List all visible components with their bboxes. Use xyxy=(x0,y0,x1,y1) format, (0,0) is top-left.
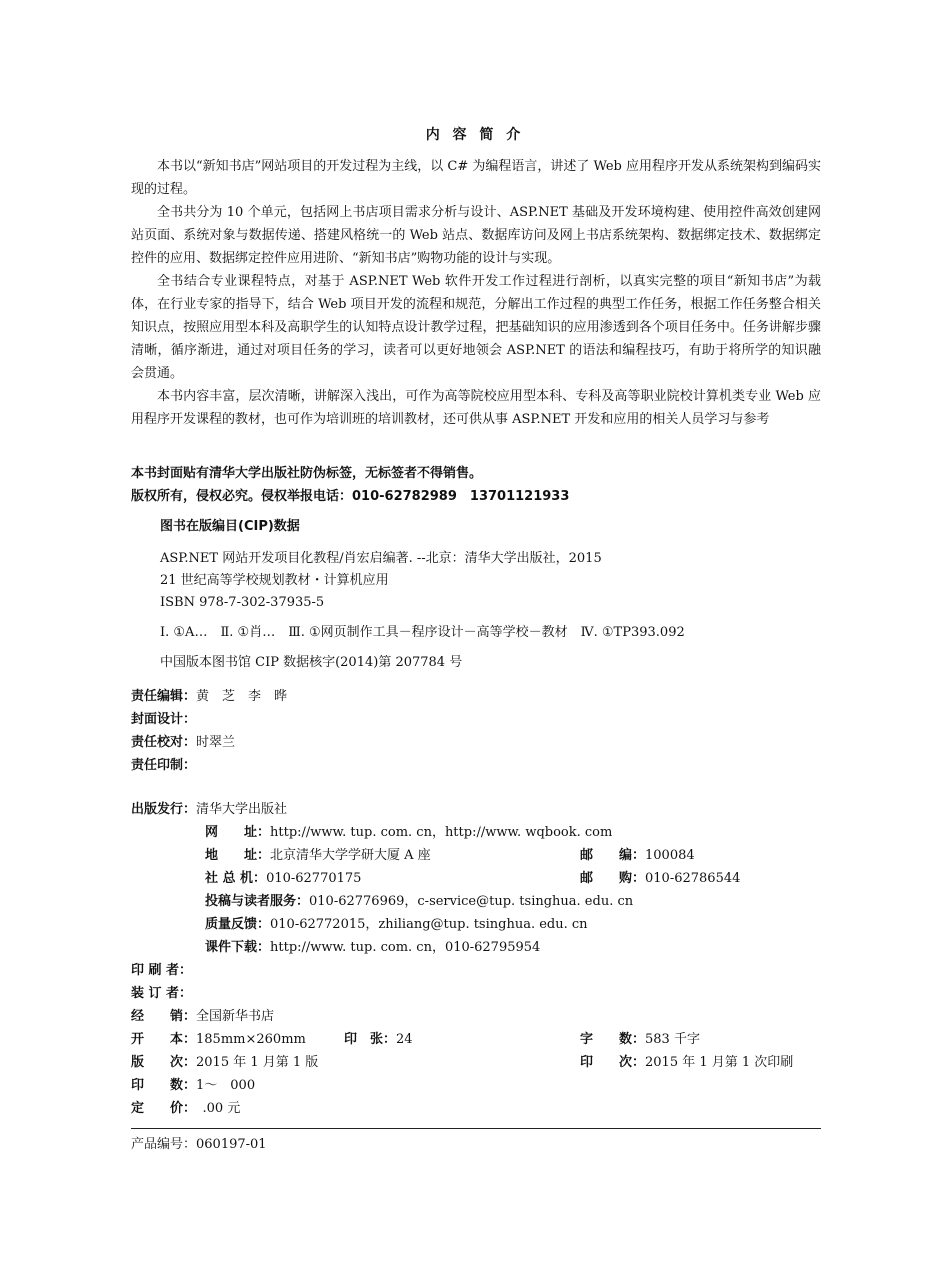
switchboard-value: 010-62770175 xyxy=(266,871,362,886)
binder-label: 装 订 者： xyxy=(131,986,193,1001)
switchboard-label: 社 总 机： xyxy=(205,871,267,886)
summary-body xyxy=(131,155,821,431)
word-count-label: 字 数： xyxy=(580,1032,646,1047)
word-count-value: 583 千字 xyxy=(645,1032,700,1047)
cip-line: 21 世纪高等学校规划教材・计算机应用 xyxy=(160,573,389,588)
courseware-download-value: http://www. tup. com. cn，010-62795954 xyxy=(270,940,541,955)
website-row xyxy=(205,822,612,844)
summary-title: 内 容 简 介 xyxy=(425,127,525,143)
summary-paragraph: 本书以“新知书店”网站项目的开发过程为主线，以 C# 为编程语言，讲述了 Web 应用程序开发从系统架构到编码实现的过程。 xyxy=(131,159,821,197)
reader-service-value: 010-62776969，c-service@tup. tsinghua. edu. cn xyxy=(309,894,634,909)
zipcode-label: 邮 编： xyxy=(580,848,646,863)
reader-service-label: 投稿与读者服务： xyxy=(205,894,310,909)
impression-value: 2015 年 1 月第 1 次印刷 xyxy=(645,1055,794,1070)
print-run-row xyxy=(131,1075,255,1097)
format-row xyxy=(131,1029,306,1051)
reader-service-row xyxy=(205,891,633,913)
edition-value: 2015 年 1 月第 1 版 xyxy=(196,1055,319,1070)
cip-line: ISBN 978-7-302-37935-5 xyxy=(160,595,325,610)
proofreader-label: 责任校对： xyxy=(131,735,197,750)
product-code-value: 060197-01 xyxy=(196,1137,267,1152)
cip-heading: 图书在版编目(CIP)数据 xyxy=(160,519,300,534)
quality-feedback-label: 质量反馈： xyxy=(205,917,271,932)
mail-order-row xyxy=(580,868,740,890)
sheets-value: 24 xyxy=(396,1032,413,1047)
cip-number: 中国版本图书馆 CIP 数据核字(2014)第 207784 号 xyxy=(160,655,463,670)
distributor-row xyxy=(131,1006,274,1028)
anti-counterfeit-notice: 本书封面贴有清华大学出版社防伪标签，无标签者不得销售。 xyxy=(131,466,483,481)
product-code-row xyxy=(131,1134,267,1156)
cover-design-label: 封面设计： xyxy=(131,712,197,727)
distributor-label: 经 销： xyxy=(131,1009,197,1024)
cover-design-row xyxy=(131,709,196,731)
price-label: 定 价： xyxy=(131,1101,190,1116)
editor-value: 黄 芝 李 晔 xyxy=(196,689,288,704)
product-code-label: 产品编号： xyxy=(131,1137,197,1152)
price-value: .00 元 xyxy=(189,1101,241,1116)
summary-paragraph: 全书共分为 10 个单元，包括网上书店项目需求分析与设计、ASP.NET 基础及开发环境构建、使用控件高效创建网站页面、系统对象与数据传递、搭建风格统一的 Web 站点、数据库访问及网上书店系统架构、数据绑定技术、数据绑定控件的应用、数据绑定控件应用进阶、“新知书店”购物功能的设计与实现。 xyxy=(131,205,821,266)
publisher-label: 出版发行： xyxy=(131,802,197,817)
courseware-download-label: 课件下载： xyxy=(205,940,271,955)
website-label: 网 址： xyxy=(205,825,271,840)
cip-block xyxy=(160,516,840,674)
proofreader-value: 时翠兰 xyxy=(196,735,236,750)
word-count-row xyxy=(580,1029,700,1051)
mail-order-value: 010-62786544 xyxy=(645,871,741,886)
printer-row xyxy=(131,960,192,982)
cip-classification: Ⅰ. ①A… Ⅱ. ①肖… Ⅲ. ①网页制作工具－程序设计－高等学校－教材 Ⅳ. ①TP393.092 xyxy=(160,625,685,640)
print-run-value: 1～ 000 xyxy=(196,1078,256,1093)
sheets-row xyxy=(344,1029,413,1051)
zipcode-value: 100084 xyxy=(645,848,695,863)
summary-paragraph: 全书结合专业课程特点，对基于 ASP.NET Web 软件开发工作过程进行剖析，以真实完整的项目“新知书店”为载体，在行业专家的指导下，结合 Web 项目开发的流程和规范，分解出工作过程的典型工作任务，根据工作任务整合相关知识点，按照应用型本科及高职学生的认知特点设计教学过程，把基础知识的应用渗透到各个项目任务中。任务讲解步骤清晰，循序渐进，通过对项目任务的学习，读者可以更好地领会 ASP.NET 的语法和编程技巧，有助于将所学的知识融会贯通。 xyxy=(131,274,821,381)
price-row xyxy=(131,1098,240,1120)
edition-row xyxy=(131,1052,318,1074)
quality-feedback-row xyxy=(205,914,588,936)
impression-label: 印 次： xyxy=(580,1055,646,1070)
copyright-notice xyxy=(131,462,821,508)
distributor-value: 全国新华书店 xyxy=(196,1009,275,1024)
print-run-label: 印 数： xyxy=(131,1078,197,1093)
address-label: 地 址： xyxy=(205,848,271,863)
website-value: http://www. tup. com. cn，http://www. wqbook. com xyxy=(270,825,613,840)
format-value: 185mm×260mm xyxy=(196,1032,306,1047)
printer-label: 印 刷 者： xyxy=(131,963,193,978)
binder-row xyxy=(131,983,192,1005)
publisher-row xyxy=(131,799,287,821)
print-supervisor-label: 责任印制： xyxy=(131,758,197,773)
rights-notice: 版权所有，侵权必究。侵权举报电话：010-62782989 13701121933 xyxy=(131,489,570,504)
editor-label: 责任编辑： xyxy=(131,689,197,704)
edition-label: 版 次： xyxy=(131,1055,197,1070)
address-row xyxy=(205,845,431,867)
publisher-value: 清华大学出版社 xyxy=(196,802,288,817)
proofreader-row xyxy=(131,732,235,754)
divider xyxy=(131,1128,821,1129)
courseware-download-row xyxy=(205,937,540,959)
zipcode-row xyxy=(580,845,695,867)
cip-line: ASP.NET 网站开发项目化教程/肖宏启编著. --北京：清华大学出版社，2015 xyxy=(160,551,602,566)
summary-paragraph: 本书内容丰富，层次清晰，讲解深入浅出，可作为高等院校应用型本科、专科及高等职业院校计算机类专业 Web 应用程序开发课程的教材，也可作为培训班的培训教材，还可供从事 ASP.NET 开发和应用的相关人员学习与参考 xyxy=(131,389,821,427)
editor-row xyxy=(131,686,287,708)
format-label: 开 本： xyxy=(131,1032,197,1047)
mail-order-label: 邮 购： xyxy=(580,871,646,886)
address-value: 北京清华大学学研大厦 A 座 xyxy=(270,848,431,863)
print-supervisor-row xyxy=(131,755,196,777)
switchboard-row xyxy=(205,868,361,890)
sheets-label: 印 张： xyxy=(344,1032,397,1047)
quality-feedback-value: 010-62772015，zhiliang@tup. tsinghua. edu. cn xyxy=(270,917,588,932)
impression-row xyxy=(580,1052,793,1074)
